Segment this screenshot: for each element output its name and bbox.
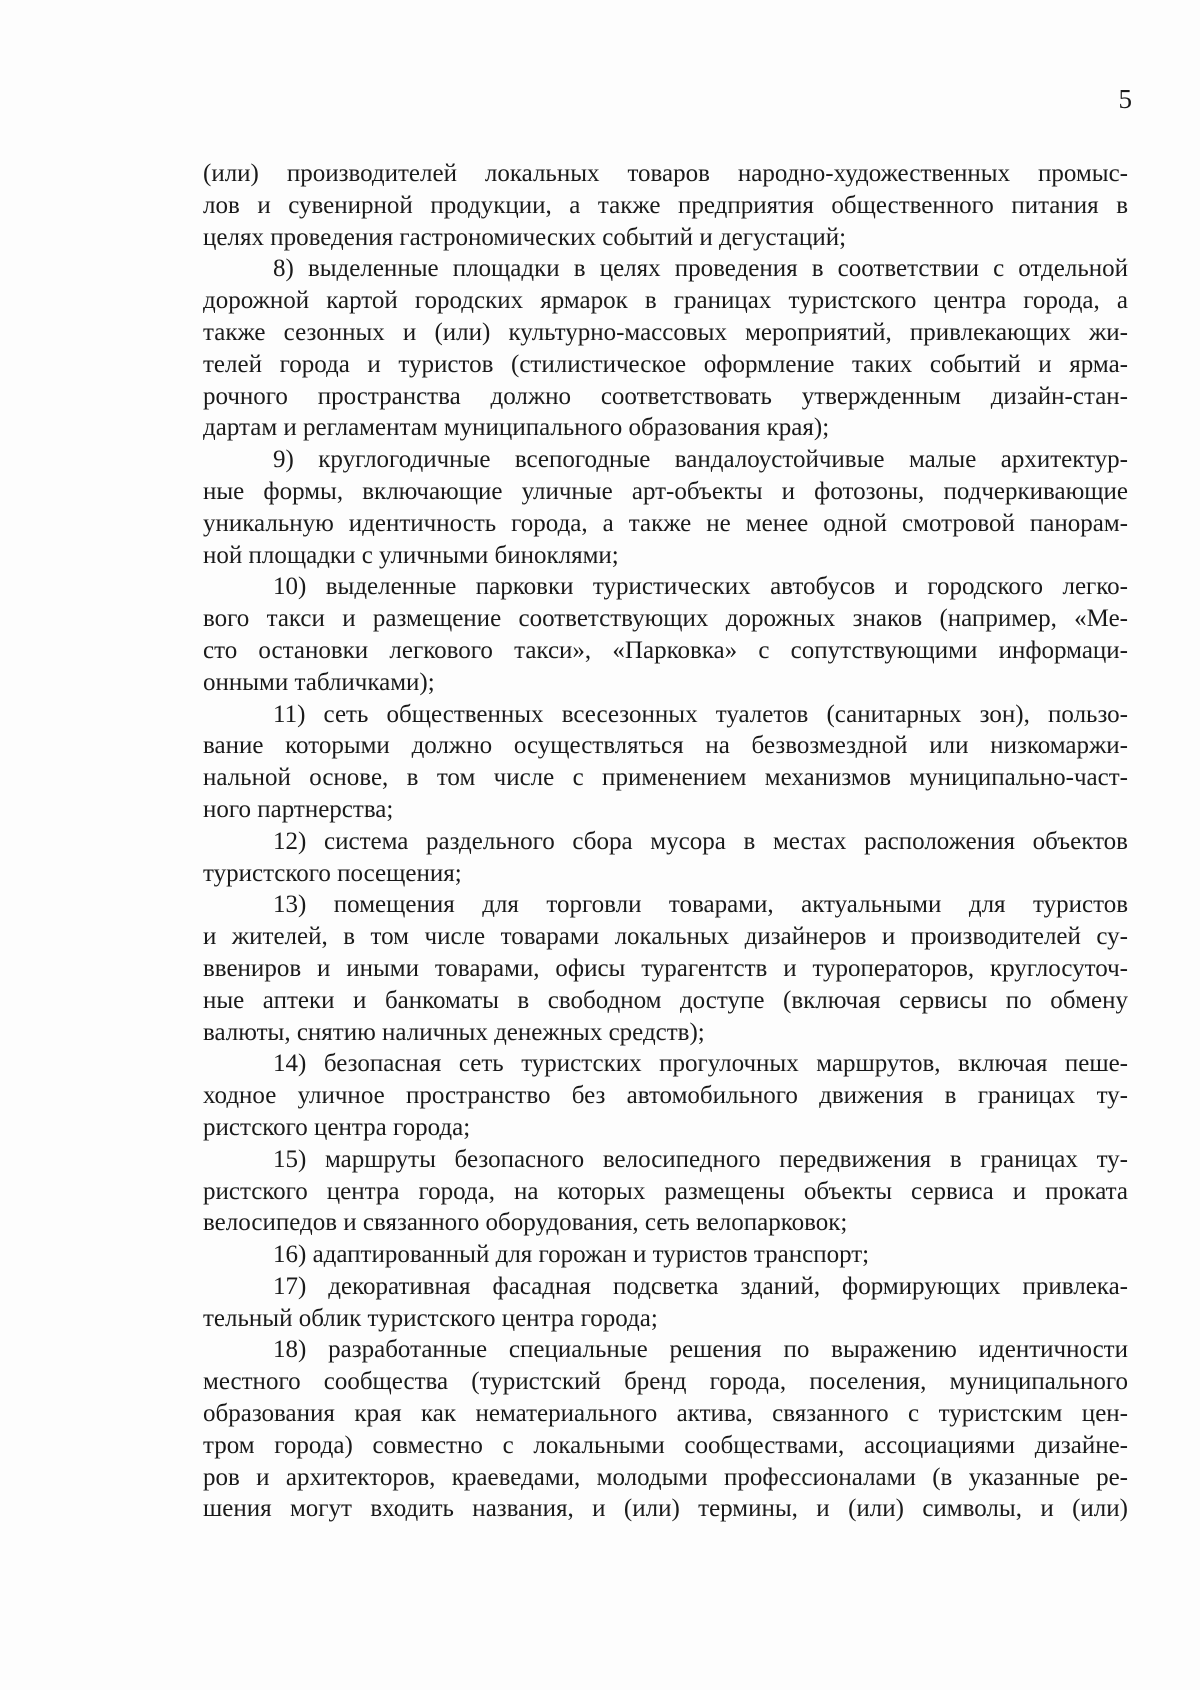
text-line: тром города) совместно с локальными сообществами, ассоциациями дизайне- [203,1431,1128,1459]
list-item-10 [203,571,1128,698]
text-line: также сезонных и (или) культурно-массовых мероприятий, привлекающих жи- [203,318,1128,346]
text-line: вого такси и размещение соответствующих дорожных знаков (например, «Ме- [203,605,1128,633]
text-line: ного партнерства; [203,795,394,823]
text-line: нальной основе, в том числе с применением механизмов муниципально-част- [203,764,1128,792]
text-line: телей города и туристов (стилистическое оформление таких событий и ярма- [203,350,1128,378]
list-item-12 [203,826,1128,890]
text-line: и жителей, в том числе товарами локальных дизайнеров и производителей су- [203,923,1128,951]
text-line: (или) производителей локальных товаров народно-художественных промыс- [203,160,1128,187]
text-line: целях проведения гастрономических событий и дегустаций; [203,223,847,251]
text-line: местного сообщества (туристский бренд города, поселения, муниципального [203,1368,1128,1396]
text-line: 9) круглогодичные всепогодные вандалоустойчивые малые архитектур- [273,446,1128,474]
text-line: ходное уличное пространство без автомобильного движения в границах ту- [203,1082,1128,1110]
text-line: 18) разработанные специальные решения по выражению идентичности [273,1336,1128,1364]
text-line: онными табличками); [203,668,435,696]
text-line: 16) адаптированный для горожан и туристов транспорт; [273,1241,870,1269]
text-line: ные формы, включающие уличные арт-объекты и фотозоны, подчеркивающие [203,477,1128,505]
text-line: шения могут входить названия, и (или) термины, и (или) символы, и (или) [203,1495,1128,1523]
text-line: сто остановки легкового такси», «Парковка» с сопутствующими информаци- [203,636,1128,664]
text-line: 12) система раздельного сбора мусора в местах расположения объектов [273,827,1128,855]
text-line: ристского центра города, на которых размещены объекты сервиса и проката [203,1177,1128,1205]
text-line: 10) выделенные парковки туристических автобусов и городского легко- [273,573,1128,601]
text-line: дорожной картой городских ярмарок в границах туристского центра города, а [203,287,1128,315]
text-line: ной площадки с уличными биноклями; [203,541,619,569]
text-line: 17) декоративная фасадная подсветка зданий, формирующих привлека- [273,1272,1128,1300]
text-line: вание которыми должно осуществляться на безвозмездной или низкомаржи- [203,732,1128,760]
text-line: ристского центра города; [203,1113,471,1141]
list-item-17 [203,1271,1128,1335]
list-item-13 [203,889,1128,1048]
text-line: 11) сеть общественных всесезонных туалетов (санитарных зон), пользо- [273,700,1128,728]
list-item-14 [203,1048,1128,1143]
body-text [203,158,1128,1525]
text-line: валюты, снятию наличных денежных средств); [203,1018,705,1046]
text-line: ввениров и иными товарами, офисы турагентств и туроператоров, круглосуточ- [203,954,1128,982]
list-item-9 [203,444,1128,571]
list-item-15 [203,1144,1128,1239]
text-line: 15) маршруты безопасного велосипедного передвижения в границах ту- [273,1145,1128,1173]
text-line: образования края как нематериального актива, связанного с туристским цен- [203,1400,1128,1428]
list-item-8 [203,253,1128,444]
text-line: ные аптеки и банкоматы в свободном доступе (включая сервисы по обмену [203,986,1128,1014]
text-line: ров и архитекторов, краеведами, молодыми профессионалами (в указанные ре- [203,1463,1128,1491]
text-line: 8) выделенные площадки в целях проведения в соответствии с отдельной [273,255,1128,283]
text-line: туристского посещения; [203,859,462,887]
page-number: 5 [1118,84,1132,114]
list-item-18 [203,1334,1128,1525]
text-line: лов и сувенирной продукции, а также предприятия общественного питания в [203,191,1128,219]
text-line: рочного пространства должно соответствовать утвержденным дизайн-стан- [203,382,1128,410]
paragraph-continuation [203,158,1128,253]
text-line: велосипедов и связанного оборудования, сеть велопарковок; [203,1209,848,1237]
text-line: тельный облик туристского центра города; [203,1304,658,1332]
text-line: уникальную идентичность города, а также не менее одной смотровой панорам- [203,509,1128,537]
text-line: 13) помещения для торговли товарами, актуальными для туристов [273,891,1128,919]
text-line: 14) безопасная сеть туристских прогулочных маршрутов, включая пеше- [273,1050,1128,1078]
list-item-11 [203,699,1128,826]
list-item-16 [203,1239,1128,1271]
text-line: дартам и регламентам муниципального образования края); [203,414,830,442]
